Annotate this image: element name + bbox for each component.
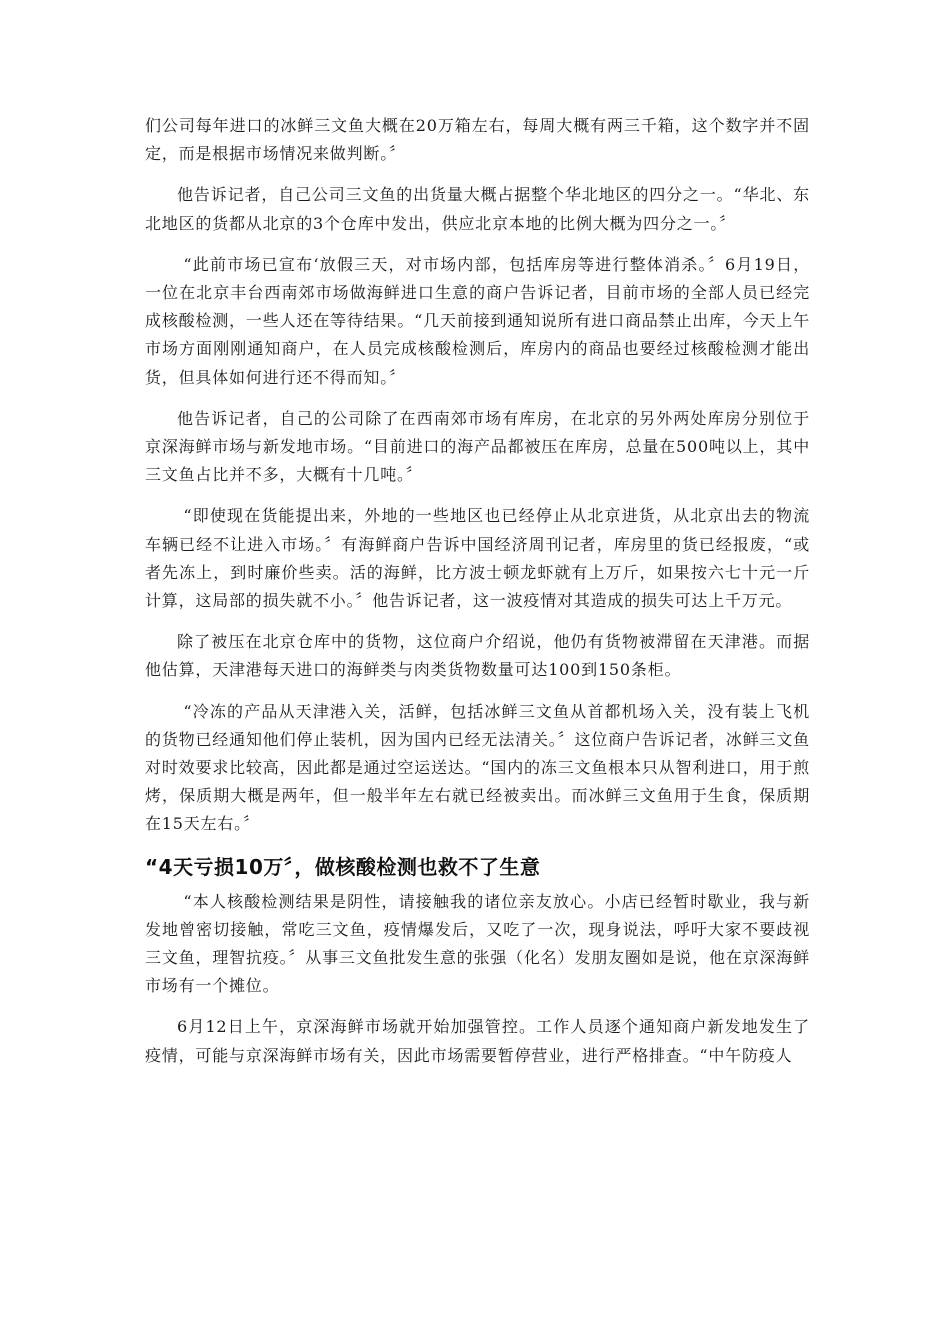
paragraph: 他告诉记者，自己的公司除了在西南郊市场有库房，在北京的另外两处库房分别位于京深海鲜市场与新发地市场。“目前进口的海产品都被压在库房，总量在500吨以上，其中三文鱼占比并不多，大概有十几吨。〞 (145, 408, 810, 485)
paragraph: 们公司每年进口的冰鲜三文鱼大概在20万箱左右，每周大概有两三千箱，这个数字并不固定，而是根据市场情况来做判断。〞 (145, 116, 810, 164)
paragraph: 6月12日上午，京深海鲜市场就开始加强管控。工作人员逐个通知商户新发地发生了疫情，可能与京深海鲜市场有关，因此市场需要暂停营业，进行严格排查。“中午防疫人 (145, 1017, 810, 1065)
section-heading: “4天亏损10万〞，做核酸检测也救不了生意 (145, 854, 541, 879)
paragraph: “此前市场已宣布‘放假三天，对市场内部，包括库房等进行整体消杀。〞6月19日，一位在北京丰台西南郊市场做海鲜进口生意的商户告诉记者，目前市场的全部人员已经完成核酸检测，一些人还在等待结果。“几天前接到通知说所有进口商品禁止出库，今天上午市场方面刚刚通知商户，在人员完成核酸检测后，库房内的商品也要经过核酸检测才能出货，但具体如何进行还不得而知。〞 (145, 254, 810, 387)
paragraph: 他告诉记者，自己公司三文鱼的出货量大概占据整个华北地区的四分之一。“华北、东北地区的货都从北京的3个仓库中发出，供应北京本地的比例大概为四分之一。〞 (145, 185, 810, 233)
paragraph: “本人核酸检测结果是阴性，请接触我的诸位亲友放心。小店已经暂时歇业，我与新发地曾密切接触，常吃三文鱼，疫情爆发后，又吃了一次，现身说法，呼吁大家不要歧视三文鱼，理智抗疫。〞从事三文鱼批发生意的张强（化名）发朋友圈如是说，他在京深海鲜市场有一个摊位。 (145, 891, 810, 996)
paragraph: 除了被压在北京仓库中的货物，这位商户介绍说，他仍有货物被滞留在天津港。而据他估算，天津港每天进口的海鲜类与肉类货物数量可达100到150条柜。 (145, 632, 810, 680)
paragraph: “即使现在货能提出来，外地的一些地区也已经停止从北京进货，从北京出去的物流车辆已经不让进入市场。〞有海鲜商户告诉中国经济周刊记者，库房里的货已经报废，“或者先冻上，到时廉价些卖。活的海鲜，比方波士顿龙虾就有上万斤，如果按六七十元一斤计算，这局部的损失就不小。〞他告诉记者，这一波疫情对其造成的损失可达上千万元。 (145, 506, 810, 611)
document-page (145, 112, 810, 1083)
paragraph: “冷冻的产品从天津港入关，活鲜，包括冰鲜三文鱼从首都机场入关，没有装上飞机的货物已经通知他们停止装机，因为国内已经无法清关。〞这位商户告诉记者，冰鲜三文鱼对时效要求比较高，因此都是通过空运送达。“国内的冻三文鱼根本只从智利进口，用于煎烤，保质期大概是两年，但一般半年左右就已经被卖出。而冰鲜三文鱼用于生食，保质期在15天左右。〞 (145, 701, 810, 834)
